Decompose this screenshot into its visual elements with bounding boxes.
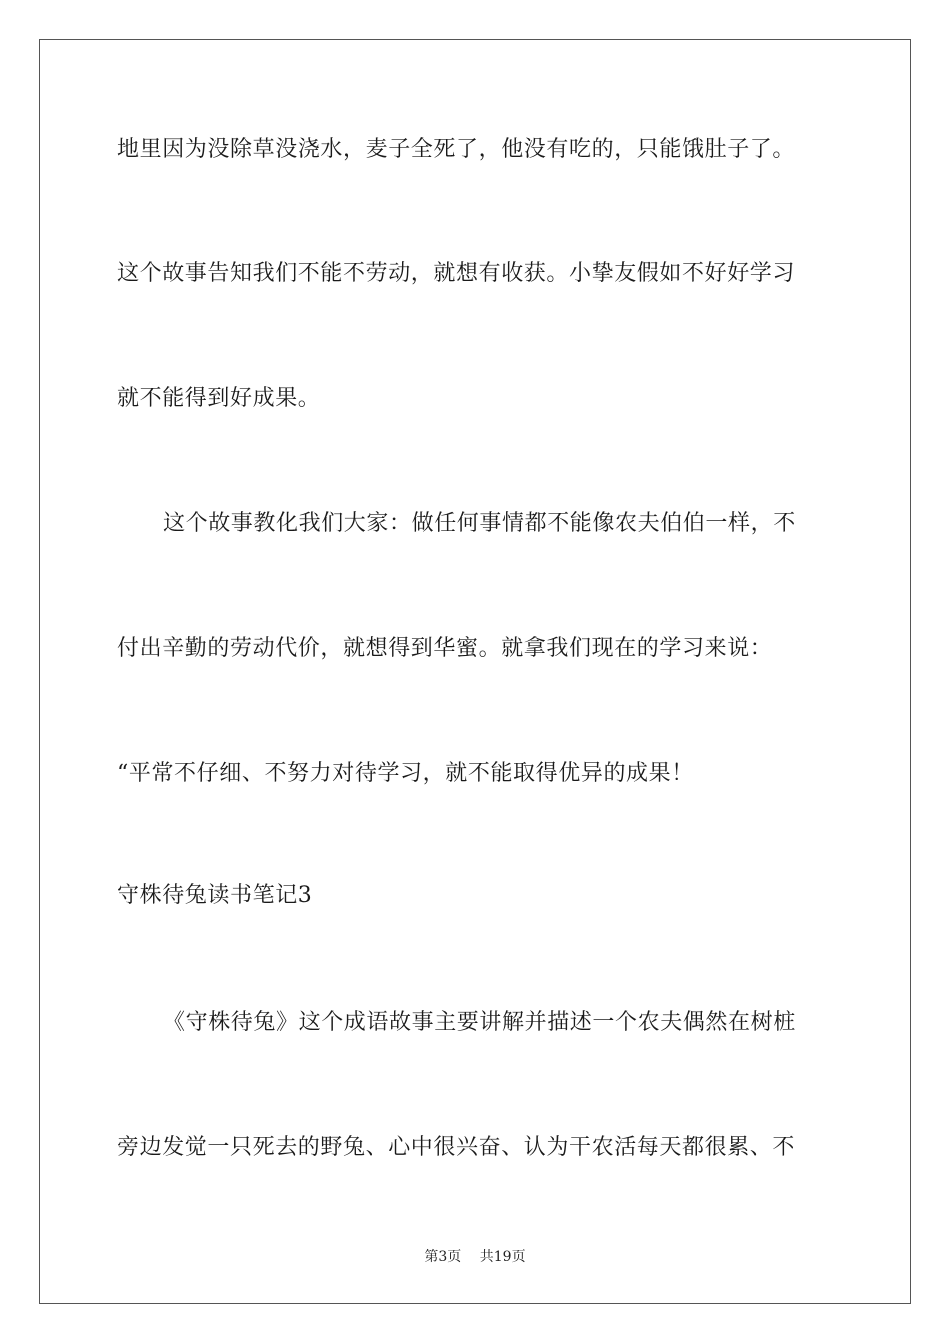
page-number: 第3页 <box>424 1249 462 1265</box>
page-total: 共19页 <box>479 1249 526 1265</box>
body-line-5: 付出辛勤的劳动代价，就想得到华蜜。就拿我们现在的学习来说： <box>117 636 773 661</box>
section-heading: 守株待兔读书笔记3 <box>117 883 313 908</box>
page-footer <box>0 1247 950 1267</box>
body-line-1: 地里因为没除草没浇水，麦子全死了，他没有吃的，只能饿肚子了。 <box>117 137 796 162</box>
body-line-4: 这个故事教化我们大家：做任何事情都不能像农夫伯伯一样，不 <box>163 511 796 536</box>
body-line-6: “平常不仔细、不努力对待学习，就不能取得优异的成果！ <box>117 761 694 786</box>
body-line-2: 这个故事告知我们不能不劳动，就想有收获。小挚友假如不好好学习 <box>117 261 796 286</box>
body-line-8: 旁边发觉一只死去的野兔、心中很兴奋、认为干农活每天都很累、不 <box>117 1135 796 1160</box>
page-border <box>39 39 911 1304</box>
body-line-3: 就不能得到好成果。 <box>117 386 321 411</box>
body-line-7: 《守株待兔》这个成语故事主要讲解并描述一个农夫偶然在树桩 <box>163 1010 796 1035</box>
